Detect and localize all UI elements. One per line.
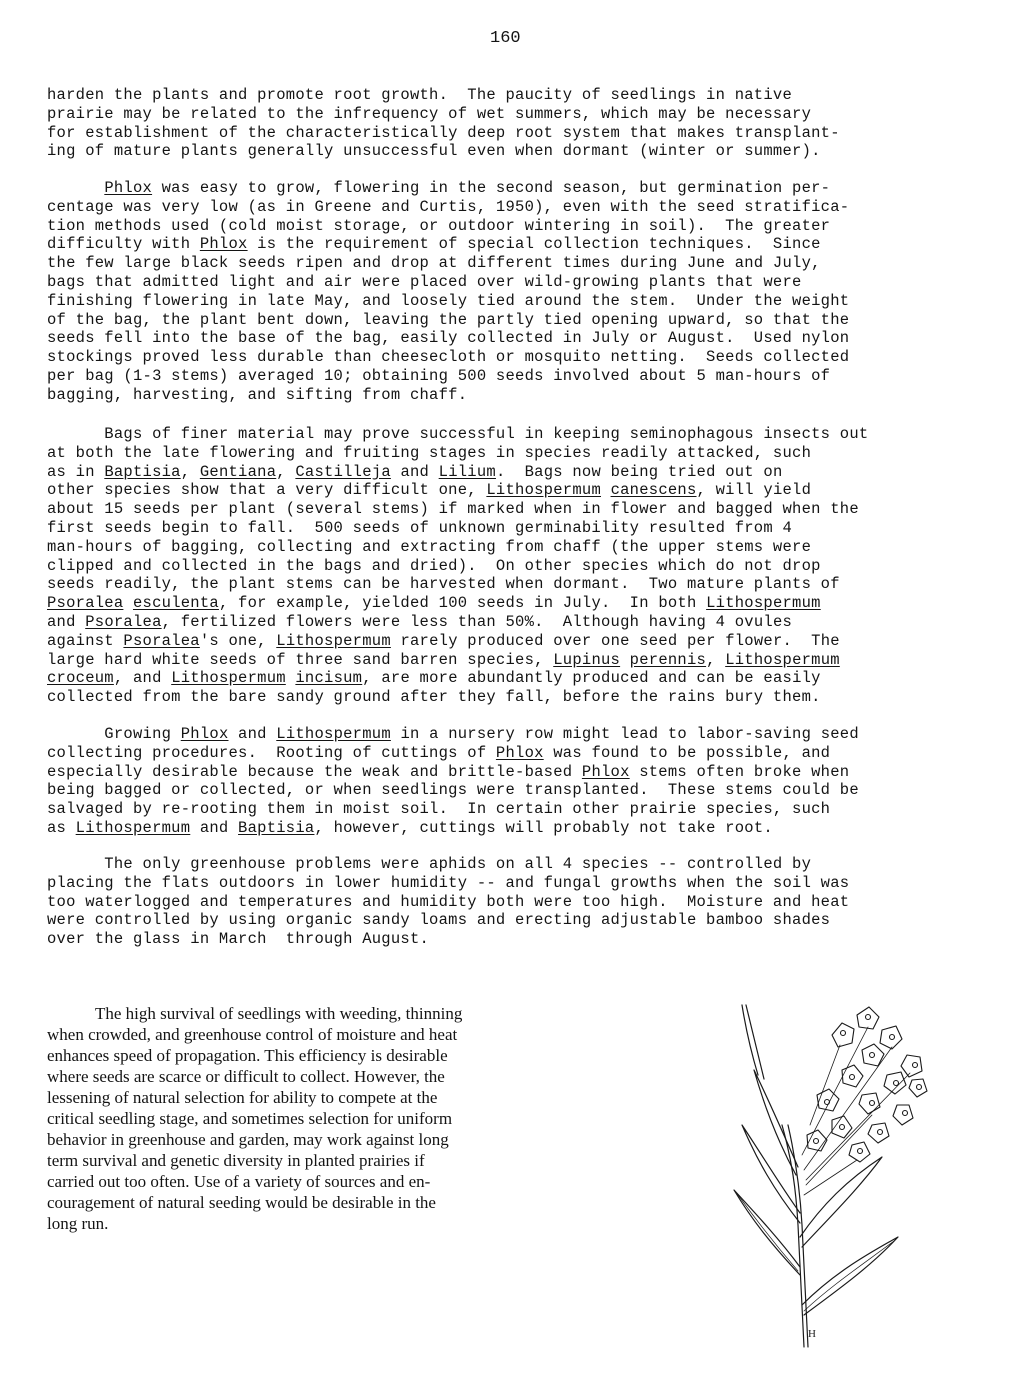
text-run: collecting procedures. Rooting of cuttings of: [47, 743, 496, 762]
text-run: bags that admitted light and air were placed over wild-growing plants that were: [47, 272, 802, 291]
text-line: [47, 688, 997, 707]
text-line: [47, 425, 997, 444]
text-run: , are more abundantly produced and can be easily: [362, 669, 821, 688]
paragraph-nursery-cuttings: [47, 725, 997, 838]
taxon-name: perennis: [629, 650, 707, 669]
text-run: prairie may be related to the infrequency of wet summers, which may be necessary: [47, 104, 812, 123]
text-line: [47, 651, 997, 670]
taxon-name: Gentiana: [199, 462, 277, 481]
text-line: lessening of natural selection for ability to compete at the: [47, 1088, 438, 1107]
text-line: [47, 781, 997, 800]
text-run: seeds fell into the base of the bag, easily collected in July or August. Used nylon: [47, 329, 850, 348]
text-line: [47, 557, 997, 576]
text-line: [47, 893, 997, 912]
text-run: of the bag, the plant bent down, leaving the partly tied opening upward, so that the: [47, 310, 850, 329]
text-run: stockings proved less durable than cheesecloth or mosquito netting. Seeds collected: [47, 348, 850, 367]
text-line: where seeds are scarce or difficult to collect. However, the: [47, 1067, 445, 1086]
text-line: [47, 179, 997, 198]
taxon-name: Castilleja: [295, 462, 391, 481]
text-run: placing the flats outdoors in lower humidity -- and fungal growths when the soil was: [47, 873, 850, 892]
text-run: ,: [706, 650, 726, 669]
text-run: in a nursery row might lead to labor-saving seed: [390, 725, 859, 743]
text-line: [47, 329, 997, 348]
text-line: [47, 594, 997, 613]
text-line: [47, 669, 997, 688]
text-run: Growing: [47, 725, 181, 743]
text-run: other species show that a very difficult one,: [47, 481, 487, 500]
paragraph-root-growth: [47, 86, 997, 161]
text-run: ing of mature plants generally unsuccessful even when dormant (winter or summer).: [47, 142, 821, 161]
text-run: The only greenhouse problems were aphids on all 4 species -- controlled by: [47, 855, 812, 873]
text-line: [47, 874, 997, 893]
text-run: stems often broke when: [629, 762, 850, 781]
text-line: [47, 386, 997, 405]
taxon-name: Lithospermum: [486, 481, 601, 500]
text-run: harden the plants and promote root growth. The paucity of seedlings in native: [47, 86, 793, 104]
page-number: 160: [490, 29, 521, 48]
text-run: [620, 651, 630, 669]
taxon-name: Psoralea: [47, 594, 124, 613]
text-run: 's one,: [199, 631, 277, 650]
text-line: [47, 519, 997, 538]
taxon-name: Lithospermum: [276, 631, 391, 650]
text-line: [47, 744, 997, 763]
text-line: [47, 217, 997, 236]
text-run: and: [190, 818, 239, 837]
text-run: centage was very low (as in Greene and Curtis, 1950), even with the seed stratifica-: [47, 197, 850, 216]
text-line: [47, 86, 997, 105]
text-line: [47, 575, 997, 594]
text-run: , however, cuttings will probably not take root.: [314, 818, 773, 837]
text-line: carried out too often. Use of a variety of sources and en-: [47, 1172, 431, 1191]
taxon-name: Psoralea: [123, 631, 200, 650]
text-line: [47, 930, 997, 949]
text-line: [47, 911, 997, 930]
text-line: [47, 855, 997, 874]
text-line: [47, 463, 997, 482]
taxon-name: incisum: [295, 669, 363, 688]
taxon-name: Phlox: [581, 762, 630, 781]
text-run: rarely produced over one seed per flower. The: [390, 631, 840, 650]
text-line: [47, 632, 997, 651]
phlox-flower-illustration: [712, 975, 982, 1355]
text-line: [47, 538, 997, 557]
text-run: being bagged or collected, or when seedlings were transplanted. These stems could be: [47, 781, 859, 800]
taxon-name: Lithospermum: [171, 669, 286, 688]
text-run: , fertilized flowers were less than 50%. Although having 4 ovules: [161, 612, 793, 631]
taxon-name: Lithospermum: [276, 725, 391, 743]
text-run: . Bags now being tried out on: [495, 462, 783, 481]
text-line: critical seedling stage, and sometimes selection for uniform: [47, 1109, 453, 1128]
paragraph-greenhouse-problems: [47, 855, 997, 949]
taxon-name: Baptisia: [238, 818, 315, 837]
text-line: when crowded, and greenhouse control of moisture and heat: [47, 1025, 458, 1044]
text-run: against: [47, 631, 124, 650]
text-run: per bag (1-3 stems) averaged 10; obtaining 500 seeds involved about 5 man-hours of: [47, 366, 831, 385]
text-line: [47, 481, 997, 500]
text-run: ,: [276, 462, 296, 481]
text-run: tion methods used (cold moist storage, or outdoor wintering in soil). The greater: [47, 216, 831, 235]
paragraph-seed-bagging: [47, 425, 997, 707]
text-run: man-hours of bagging, collecting and extracting from chaff (the upper stems were: [47, 537, 812, 556]
text-run: seeds readily, the plant stems can be harvested when dormant. Two mature plants of: [47, 575, 840, 594]
text-run: for establishment of the characteristically deep root system that makes transplant-: [47, 123, 840, 142]
illustrator-initials: H: [808, 1328, 816, 1340]
text-run: is the requirement of special collection techniques. Since: [247, 235, 821, 254]
taxon-name: Lilium: [438, 462, 496, 481]
taxon-name: Lithospermum: [706, 594, 821, 613]
text-line: [47, 367, 997, 386]
text-run: and: [390, 462, 439, 481]
text-run: as in: [47, 462, 105, 481]
taxon-name: Phlox: [495, 743, 544, 762]
taxon-name: Lithospermum: [75, 818, 191, 837]
text-run: was found to be possible, and: [543, 743, 831, 762]
text-run: [601, 481, 611, 499]
text-line: [47, 235, 997, 254]
text-line: [47, 198, 997, 217]
text-line: [47, 124, 997, 143]
text-run: , will yield: [696, 481, 812, 500]
text-run: ,: [180, 462, 200, 481]
taxon-name: Psoralea: [85, 612, 162, 631]
taxon-name: esculenta: [132, 594, 219, 613]
text-run: difficulty with: [47, 235, 200, 254]
text-line: [47, 763, 997, 782]
taxon-name: croceum: [47, 669, 114, 688]
paragraph-phlox-collection: [47, 179, 997, 405]
text-run: [47, 179, 104, 197]
text-run: as: [47, 818, 76, 837]
taxon-name: canescens: [610, 481, 697, 500]
taxon-name: Lithospermum: [725, 650, 840, 669]
text-run: clipped and collected in the bags and dried). On other species which do not drop: [47, 556, 821, 575]
text-line: The high survival of seedlings with weeding, thinning: [95, 1004, 463, 1023]
text-line: [47, 613, 997, 632]
text-line: [47, 348, 997, 367]
taxon-name: Phlox: [199, 235, 248, 254]
text-run: especially desirable because the weak and brittle-based: [47, 762, 582, 781]
text-run: too waterlogged and temperatures and humidity both were too high. Moisture and heat: [47, 892, 850, 911]
paragraph-seedling-survival: [47, 1003, 587, 1234]
text-run: and: [228, 725, 277, 743]
taxon-name: Lupinus: [553, 650, 621, 669]
text-line: [47, 254, 997, 273]
text-run: , for example, yielded 100 seeds in July. In both: [218, 594, 707, 613]
taxon-name: Baptisia: [104, 462, 181, 481]
text-line: [47, 105, 997, 124]
text-line: [47, 819, 997, 838]
text-line: [47, 725, 997, 744]
text-line: behavior in greenhouse and garden, may work against long: [47, 1130, 449, 1149]
taxon-name: Phlox: [180, 725, 229, 743]
text-run: were controlled by using organic sandy loams and erecting adjustable bamboo shades: [47, 911, 831, 930]
text-line: [47, 444, 997, 463]
text-line: couragement of natural seeding would be desirable in the: [47, 1193, 436, 1212]
text-run: [123, 594, 133, 612]
text-run: salvaged by re-rooting them in moist soil. In certain other prairie species, such: [47, 800, 831, 819]
text-run: finishing flowering in late May, and loosely tied around the stem. Under the weight: [47, 291, 850, 310]
taxon-name: Phlox: [104, 179, 153, 197]
text-run: and: [47, 612, 86, 631]
text-run: at both the late flowering and fruiting stages in species readily attacked, such: [47, 443, 812, 462]
text-run: collected from the bare sandy ground after they fall, before the rains bury them.: [47, 688, 821, 707]
text-run: large hard white seeds of three sand barren species,: [47, 650, 554, 669]
text-run: was easy to grow, flowering in the second season, but germination per-: [152, 179, 831, 197]
text-line: [47, 311, 997, 330]
text-run: [286, 669, 296, 687]
text-line: [47, 142, 997, 161]
text-line: enhances speed of propagation. This efficiency is desirable: [47, 1046, 448, 1065]
text-line: [47, 292, 997, 311]
text-run: Bags of finer material may prove successful in keeping seminophagous insects out: [47, 425, 869, 443]
text-run: over the glass in March through August.: [47, 930, 430, 949]
text-run: about 15 seeds per plant (several stems) if marked when in flower and bagged when the: [47, 500, 859, 519]
text-run: , and: [113, 669, 172, 688]
text-run: the few large black seeds ripen and drop at different times during June and July,: [47, 254, 821, 273]
text-run: first seeds begin to fall. 500 seeds of unknown germinability resulted from 4: [47, 518, 793, 537]
text-line: [47, 273, 997, 292]
text-line: [47, 500, 997, 519]
text-line: term survival and genetic diversity in planted prairies if: [47, 1151, 425, 1170]
text-line: long run.: [47, 1214, 109, 1233]
text-run: bagging, harvesting, and sifting from chaff.: [47, 385, 468, 404]
text-line: [47, 800, 997, 819]
